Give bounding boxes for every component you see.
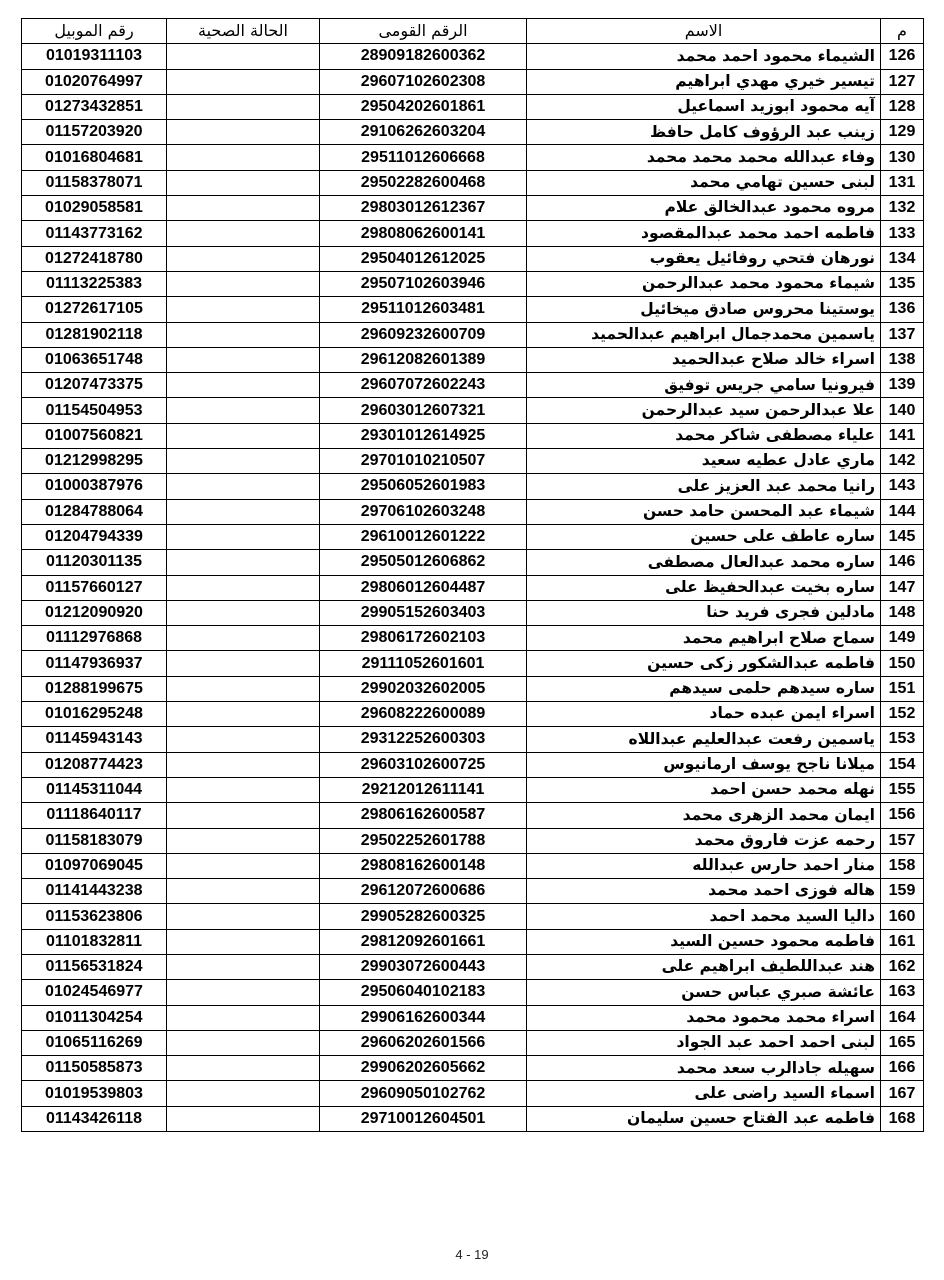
cell-mobile: 01212090920 xyxy=(22,600,167,625)
table-row xyxy=(22,879,924,904)
cell-name: اسراء محمد محمود محمد xyxy=(527,1005,881,1030)
cell-mobile: 01212998295 xyxy=(22,449,167,474)
cell-national-id: 29506052601983 xyxy=(320,474,527,499)
cell-name: آيه محمود ابوزيد اسماعيل xyxy=(527,94,881,119)
cell-health-status xyxy=(167,246,320,271)
cell-name: اسراء خالد صلاح عبدالحميد xyxy=(527,347,881,372)
cell-mobile: 01281902118 xyxy=(22,322,167,347)
cell-health-status xyxy=(167,474,320,499)
table-row xyxy=(22,550,924,575)
cell-name: داليا السيد محمد احمد xyxy=(527,904,881,929)
cell-health-status xyxy=(167,322,320,347)
cell-no: 162 xyxy=(881,954,924,979)
cell-mobile: 01143426118 xyxy=(22,1106,167,1131)
cell-no: 140 xyxy=(881,398,924,423)
cell-no: 137 xyxy=(881,322,924,347)
cell-health-status xyxy=(167,879,320,904)
cell-mobile: 01145311044 xyxy=(22,777,167,802)
cell-health-status xyxy=(167,727,320,752)
table-row xyxy=(22,752,924,777)
cell-no: 130 xyxy=(881,145,924,170)
cell-mobile: 01157203920 xyxy=(22,120,167,145)
cell-name: علا عبدالرحمن سيد عبدالرحمن xyxy=(527,398,881,423)
cell-no: 151 xyxy=(881,676,924,701)
cell-mobile: 01147936937 xyxy=(22,651,167,676)
cell-no: 127 xyxy=(881,69,924,94)
cell-national-id: 29106262603204 xyxy=(320,120,527,145)
cell-name: مروه محمود عبدالخالق علام xyxy=(527,196,881,221)
cell-national-id: 29504012612025 xyxy=(320,246,527,271)
cell-name: الشيماء محمود احمد محمد xyxy=(527,44,881,69)
cell-mobile: 01063651748 xyxy=(22,347,167,372)
cell-national-id: 29803012612367 xyxy=(320,196,527,221)
table-row xyxy=(22,1030,924,1055)
cell-no: 149 xyxy=(881,626,924,651)
table-body xyxy=(22,44,924,1132)
cell-national-id: 29806172602103 xyxy=(320,626,527,651)
cell-national-id: 29706102603248 xyxy=(320,499,527,524)
cell-no: 155 xyxy=(881,777,924,802)
cell-mobile: 01204794339 xyxy=(22,524,167,549)
cell-national-id: 29505012606862 xyxy=(320,550,527,575)
cell-no: 164 xyxy=(881,1005,924,1030)
header-health-status: الحالة الصحية xyxy=(167,19,320,44)
cell-no: 168 xyxy=(881,1106,924,1131)
table-row xyxy=(22,828,924,853)
cell-health-status xyxy=(167,777,320,802)
cell-national-id: 29609232600709 xyxy=(320,322,527,347)
cell-no: 131 xyxy=(881,170,924,195)
cell-no: 160 xyxy=(881,904,924,929)
cell-mobile: 01272617105 xyxy=(22,297,167,322)
page-number: 4 - 19 xyxy=(455,1247,489,1262)
cell-health-status xyxy=(167,145,320,170)
cell-national-id: 29312252600303 xyxy=(320,727,527,752)
table-row xyxy=(22,398,924,423)
cell-no: 136 xyxy=(881,297,924,322)
cell-mobile: 01158378071 xyxy=(22,170,167,195)
table-row xyxy=(22,702,924,727)
cell-health-status xyxy=(167,196,320,221)
cell-name: اسماء السيد راضى على xyxy=(527,1081,881,1106)
cell-no: 153 xyxy=(881,727,924,752)
table-row xyxy=(22,271,924,296)
cell-health-status xyxy=(167,752,320,777)
cell-no: 146 xyxy=(881,550,924,575)
table-row xyxy=(22,1081,924,1106)
table-row xyxy=(22,69,924,94)
cell-name: ميلانا ناجح يوسف ارمانيوس xyxy=(527,752,881,777)
table-header xyxy=(22,19,924,44)
cell-national-id: 29710012604501 xyxy=(320,1106,527,1131)
cell-mobile: 01011304254 xyxy=(22,1005,167,1030)
cell-name: سماح صلاح ابراهيم محمد xyxy=(527,626,881,651)
cell-health-status xyxy=(167,69,320,94)
roster-table xyxy=(21,18,924,1132)
cell-name: شيماء عبد المحسن حامد حسن xyxy=(527,499,881,524)
cell-mobile: 01029058581 xyxy=(22,196,167,221)
table-row xyxy=(22,322,924,347)
table-row xyxy=(22,145,924,170)
cell-name: فاطمه عبد الفتاح حسين سليمان xyxy=(527,1106,881,1131)
cell-name: ساره عاطف على حسين xyxy=(527,524,881,549)
cell-no: 163 xyxy=(881,980,924,1005)
cell-national-id: 28909182600362 xyxy=(320,44,527,69)
table-row xyxy=(22,373,924,398)
cell-national-id: 29504202601861 xyxy=(320,94,527,119)
cell-health-status xyxy=(167,929,320,954)
cell-name: منار احمد حارس عبدالله xyxy=(527,853,881,878)
cell-health-status xyxy=(167,423,320,448)
cell-national-id: 29806162600587 xyxy=(320,803,527,828)
cell-name: رانيا محمد عبد العزيز على xyxy=(527,474,881,499)
cell-national-id: 29212012611141 xyxy=(320,777,527,802)
table-row xyxy=(22,1056,924,1081)
cell-national-id: 29701010210507 xyxy=(320,449,527,474)
cell-mobile: 01288199675 xyxy=(22,676,167,701)
cell-mobile: 01019539803 xyxy=(22,1081,167,1106)
cell-no: 135 xyxy=(881,271,924,296)
cell-health-status xyxy=(167,1030,320,1055)
cell-mobile: 01112976868 xyxy=(22,626,167,651)
table-row xyxy=(22,803,924,828)
cell-mobile: 01208774423 xyxy=(22,752,167,777)
cell-name: هاله فوزى احمد محمد xyxy=(527,879,881,904)
cell-health-status xyxy=(167,297,320,322)
cell-mobile: 01156531824 xyxy=(22,954,167,979)
cell-name: هند عبداللطيف ابراهيم على xyxy=(527,954,881,979)
cell-national-id: 29612082601389 xyxy=(320,347,527,372)
cell-national-id: 29612072600686 xyxy=(320,879,527,904)
cell-health-status xyxy=(167,575,320,600)
cell-national-id: 29610012601222 xyxy=(320,524,527,549)
cell-national-id: 29905282600325 xyxy=(320,904,527,929)
cell-no: 138 xyxy=(881,347,924,372)
cell-mobile: 01020764997 xyxy=(22,69,167,94)
cell-mobile: 01097069045 xyxy=(22,853,167,878)
cell-national-id: 29609050102762 xyxy=(320,1081,527,1106)
cell-name: تيسير خيري مهدي ابراهيم xyxy=(527,69,881,94)
cell-mobile: 01157660127 xyxy=(22,575,167,600)
table-row xyxy=(22,676,924,701)
cell-national-id: 29607102602308 xyxy=(320,69,527,94)
cell-name: ماري عادل عطيه سعيد xyxy=(527,449,881,474)
cell-no: 128 xyxy=(881,94,924,119)
cell-name: فيرونيا سامي جريس توفيق xyxy=(527,373,881,398)
cell-mobile: 01141443238 xyxy=(22,879,167,904)
cell-health-status xyxy=(167,600,320,625)
cell-name: نهله محمد حسن احمد xyxy=(527,777,881,802)
cell-health-status xyxy=(167,626,320,651)
cell-mobile: 01120301135 xyxy=(22,550,167,575)
cell-name: ساره محمد عبدالعال مصطفى xyxy=(527,550,881,575)
cell-national-id: 29608222600089 xyxy=(320,702,527,727)
cell-health-status xyxy=(167,1056,320,1081)
cell-health-status xyxy=(167,803,320,828)
table-row xyxy=(22,94,924,119)
cell-health-status xyxy=(167,550,320,575)
cell-national-id: 29511012606668 xyxy=(320,145,527,170)
cell-national-id: 29903072600443 xyxy=(320,954,527,979)
cell-health-status xyxy=(167,676,320,701)
cell-name: فاطمه محمود حسين السيد xyxy=(527,929,881,954)
cell-national-id: 29806012604487 xyxy=(320,575,527,600)
cell-mobile: 01007560821 xyxy=(22,423,167,448)
cell-health-status xyxy=(167,828,320,853)
cell-no: 141 xyxy=(881,423,924,448)
cell-health-status xyxy=(167,373,320,398)
cell-no: 133 xyxy=(881,221,924,246)
cell-mobile: 01154504953 xyxy=(22,398,167,423)
cell-mobile: 01024546977 xyxy=(22,980,167,1005)
table-row xyxy=(22,929,924,954)
cell-health-status xyxy=(167,1106,320,1131)
cell-health-status xyxy=(167,853,320,878)
table-row xyxy=(22,246,924,271)
cell-mobile: 01158183079 xyxy=(22,828,167,853)
cell-no: 152 xyxy=(881,702,924,727)
cell-no: 156 xyxy=(881,803,924,828)
cell-national-id: 29606202601566 xyxy=(320,1030,527,1055)
cell-national-id: 29607072602243 xyxy=(320,373,527,398)
cell-mobile: 01118640117 xyxy=(22,803,167,828)
table-row xyxy=(22,1005,924,1030)
table-row xyxy=(22,954,924,979)
cell-mobile: 01065116269 xyxy=(22,1030,167,1055)
table-row xyxy=(22,120,924,145)
table-row xyxy=(22,196,924,221)
cell-national-id: 29812092601661 xyxy=(320,929,527,954)
cell-national-id: 29808062600141 xyxy=(320,221,527,246)
cell-health-status xyxy=(167,347,320,372)
cell-national-id: 29502252601788 xyxy=(320,828,527,853)
cell-name: عائشة صبري عباس حسن xyxy=(527,980,881,1005)
table-row xyxy=(22,575,924,600)
table-row xyxy=(22,600,924,625)
cell-name: يوستينا محروس صادق ميخائيل xyxy=(527,297,881,322)
cell-national-id: 29301012614925 xyxy=(320,423,527,448)
cell-no: 166 xyxy=(881,1056,924,1081)
cell-national-id: 29603012607321 xyxy=(320,398,527,423)
cell-health-status xyxy=(167,524,320,549)
cell-name: لبنى احمد احمد عبد الجواد xyxy=(527,1030,881,1055)
cell-health-status xyxy=(167,1081,320,1106)
table-row xyxy=(22,727,924,752)
cell-no: 159 xyxy=(881,879,924,904)
cell-national-id: 29506040102183 xyxy=(320,980,527,1005)
table-row xyxy=(22,423,924,448)
header-name: الاسم xyxy=(527,19,881,44)
cell-mobile: 01016295248 xyxy=(22,702,167,727)
cell-mobile: 01101832811 xyxy=(22,929,167,954)
cell-health-status xyxy=(167,980,320,1005)
cell-name: زينب عبد الرؤوف كامل حافظ xyxy=(527,120,881,145)
cell-name: مادلين فجرى فريد حنا xyxy=(527,600,881,625)
header-mobile: رقم الموبيل xyxy=(22,19,167,44)
cell-health-status xyxy=(167,904,320,929)
cell-name: ياسمين رفعت عبدالعليم عبداللاه xyxy=(527,727,881,752)
table-row xyxy=(22,347,924,372)
header-row xyxy=(22,19,924,44)
cell-health-status xyxy=(167,221,320,246)
cell-no: 134 xyxy=(881,246,924,271)
cell-health-status xyxy=(167,954,320,979)
cell-no: 144 xyxy=(881,499,924,524)
cell-no: 132 xyxy=(881,196,924,221)
header-national-id: الرقم القومى xyxy=(320,19,527,44)
cell-name: فاطمه احمد محمد عبدالمقصود xyxy=(527,221,881,246)
cell-national-id: 29906162600344 xyxy=(320,1005,527,1030)
table-row xyxy=(22,449,924,474)
cell-mobile: 01145943143 xyxy=(22,727,167,752)
cell-name: ياسمين محمدجمال ابراهيم عبدالحميد xyxy=(527,322,881,347)
cell-name: سهيله جادالرب سعد محمد xyxy=(527,1056,881,1081)
cell-name: لبنى حسين تهامي محمد xyxy=(527,170,881,195)
cell-health-status xyxy=(167,651,320,676)
table-row xyxy=(22,221,924,246)
cell-no: 129 xyxy=(881,120,924,145)
cell-mobile: 01272418780 xyxy=(22,246,167,271)
cell-national-id: 29507102603946 xyxy=(320,271,527,296)
cell-mobile: 01284788064 xyxy=(22,499,167,524)
cell-national-id: 29905152603403 xyxy=(320,600,527,625)
header-no: م xyxy=(881,19,924,44)
table-row xyxy=(22,1106,924,1131)
cell-no: 167 xyxy=(881,1081,924,1106)
table-row xyxy=(22,44,924,69)
cell-national-id: 29111052601601 xyxy=(320,651,527,676)
table-row xyxy=(22,777,924,802)
table-row xyxy=(22,170,924,195)
cell-mobile: 01000387976 xyxy=(22,474,167,499)
cell-no: 150 xyxy=(881,651,924,676)
table-row xyxy=(22,626,924,651)
cell-no: 139 xyxy=(881,373,924,398)
cell-national-id: 29603102600725 xyxy=(320,752,527,777)
cell-health-status xyxy=(167,702,320,727)
cell-health-status xyxy=(167,1005,320,1030)
cell-health-status xyxy=(167,94,320,119)
cell-health-status xyxy=(167,499,320,524)
cell-no: 142 xyxy=(881,449,924,474)
cell-name: فاطمه عبدالشكور زكى حسين xyxy=(527,651,881,676)
table-row xyxy=(22,524,924,549)
cell-name: وفاء عبدالله محمد محمد محمد xyxy=(527,145,881,170)
table-row xyxy=(22,853,924,878)
cell-national-id: 29902032602005 xyxy=(320,676,527,701)
cell-health-status xyxy=(167,44,320,69)
cell-national-id: 29906202605662 xyxy=(320,1056,527,1081)
cell-mobile: 01016804681 xyxy=(22,145,167,170)
cell-name: شيماء محمود محمد عبدالرحمن xyxy=(527,271,881,296)
cell-mobile: 01207473375 xyxy=(22,373,167,398)
cell-health-status xyxy=(167,170,320,195)
cell-name: اسراء ايمن عبده حماد xyxy=(527,702,881,727)
cell-mobile: 01153623806 xyxy=(22,904,167,929)
table-row xyxy=(22,651,924,676)
cell-no: 126 xyxy=(881,44,924,69)
table-row xyxy=(22,904,924,929)
cell-no: 158 xyxy=(881,853,924,878)
cell-health-status xyxy=(167,271,320,296)
cell-mobile: 01143773162 xyxy=(22,221,167,246)
cell-no: 165 xyxy=(881,1030,924,1055)
cell-national-id: 29502282600468 xyxy=(320,170,527,195)
cell-name: نورهان فتحي روفائيل يعقوب xyxy=(527,246,881,271)
table-row xyxy=(22,297,924,322)
cell-mobile: 01273432851 xyxy=(22,94,167,119)
cell-no: 148 xyxy=(881,600,924,625)
cell-name: ساره بخيت عبدالحفيظ على xyxy=(527,575,881,600)
cell-name: علياء مصطفى شاكر محمد xyxy=(527,423,881,448)
cell-name: رحمه عزت فاروق محمد xyxy=(527,828,881,853)
cell-no: 154 xyxy=(881,752,924,777)
cell-health-status xyxy=(167,398,320,423)
cell-national-id: 29511012603481 xyxy=(320,297,527,322)
cell-no: 157 xyxy=(881,828,924,853)
table-row xyxy=(22,980,924,1005)
cell-health-status xyxy=(167,120,320,145)
table-row xyxy=(22,474,924,499)
cell-health-status xyxy=(167,449,320,474)
cell-name: ايمان محمد الزهرى محمد xyxy=(527,803,881,828)
cell-no: 147 xyxy=(881,575,924,600)
cell-national-id: 29808162600148 xyxy=(320,853,527,878)
cell-mobile: 01113225383 xyxy=(22,271,167,296)
cell-no: 161 xyxy=(881,929,924,954)
table-row xyxy=(22,499,924,524)
cell-mobile: 01150585873 xyxy=(22,1056,167,1081)
cell-mobile: 01019311103 xyxy=(22,44,167,69)
cell-no: 145 xyxy=(881,524,924,549)
cell-name: ساره سيدهم حلمى سيدهم xyxy=(527,676,881,701)
cell-no: 143 xyxy=(881,474,924,499)
